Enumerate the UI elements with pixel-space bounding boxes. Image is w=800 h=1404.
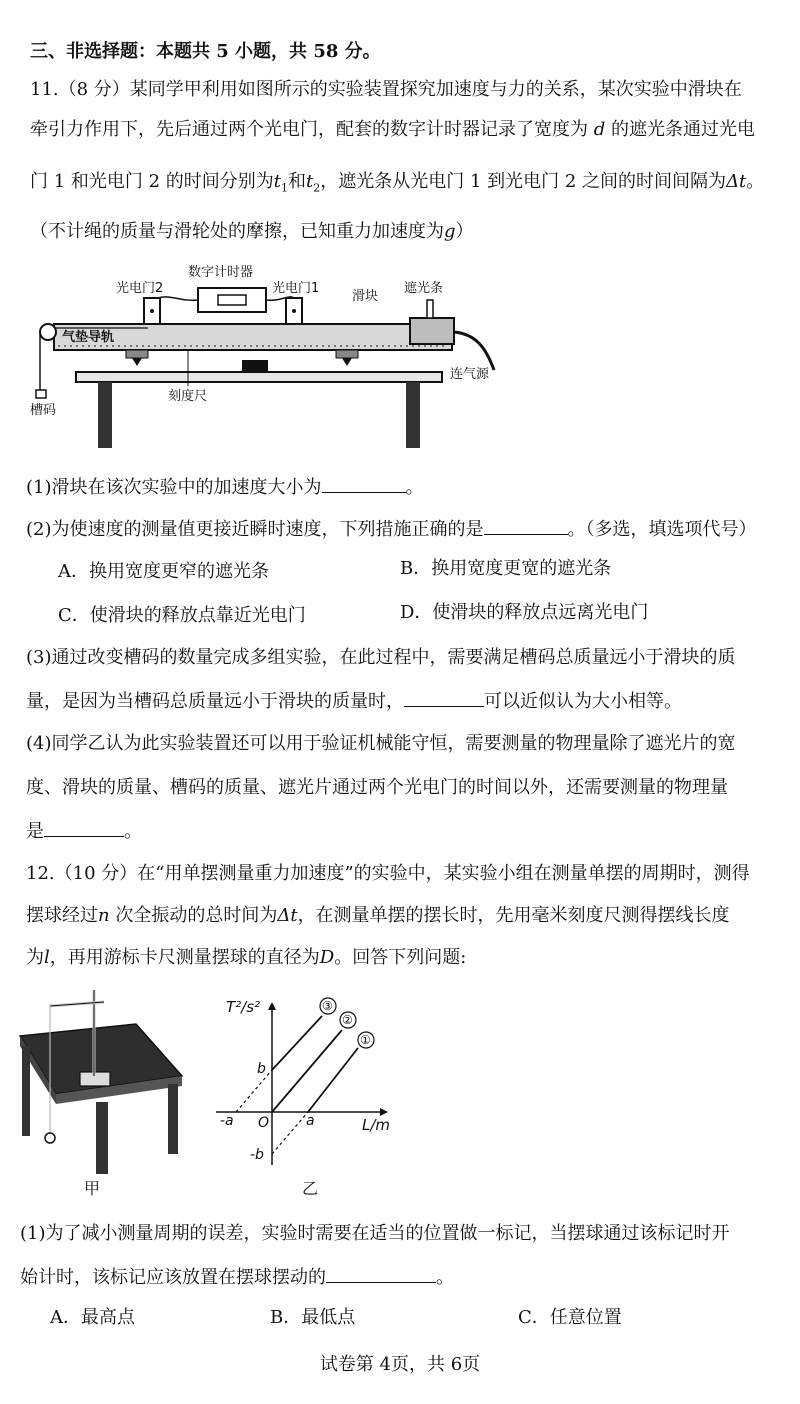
table-leg — [96, 1102, 108, 1174]
page-footer: 试卷第 4页，共 6页 — [319, 1354, 481, 1375]
q11-line4: （不计绳的质量与滑轮处的摩擦，已知重力加速度为g） — [30, 221, 474, 242]
q11-p3-line1: (3)通过改变槽码的数量完成多组实验，在此过程中，需要满足槽码总质量远小于滑块的质 — [26, 647, 736, 668]
label-timer: 数字计时器 — [188, 265, 254, 280]
line-1 — [308, 1048, 358, 1112]
label-gate2: 光电门2 — [116, 281, 164, 296]
q11-option-b: B．换用宽度更宽的遮光条 — [400, 558, 612, 579]
q11-p4-line1: (4)同学乙认为此实验装置还可以用于验证机械能守恒，需要测量的物理量除了遮光片的宽 — [26, 733, 736, 754]
section-header: 三、非选择题：本题共 5 小题，共 58 分。 — [30, 41, 381, 62]
q11-option-a: A．换用宽度更窄的遮光条 — [58, 561, 269, 582]
q12-option-c: C．任意位置 — [518, 1307, 622, 1328]
fig-yi-label: 乙 — [302, 1179, 319, 1198]
label-air: 连气源 — [450, 367, 490, 382]
shade-strip — [427, 300, 433, 318]
stand-block — [242, 360, 268, 372]
pulley — [40, 324, 56, 340]
q12-line3: 为l，再用游标卡尺测量摆球的直径为D。回答下列问题: — [26, 947, 467, 968]
q11-p4-line2: 度、滑块的质量、槽码的质量、遮光片通过两个光电门的时间以外，还需要测量的物理量 — [26, 777, 728, 798]
table-leg-right — [406, 382, 420, 448]
q11-p4-line3: 是 。 — [26, 818, 142, 844]
label-weight: 槽码 — [30, 403, 57, 418]
timer-box — [198, 288, 266, 312]
label-ruler: 刻度尺 — [168, 389, 208, 404]
graph-line1-label: ① — [360, 1033, 371, 1047]
q12-p1-line1: (1)为了减小测量周期的误差，实验时需要在适当的位置做一标记，当摆球通过该标记时开 — [20, 1223, 730, 1244]
q11-p2: (2)为使速度的测量值更接近瞬时速度，下列措施正确的是 。（多选，填选项代号） — [26, 516, 757, 542]
q12-option-a: A．最高点 — [50, 1307, 135, 1328]
graph-b: b — [257, 1061, 266, 1077]
bob — [45, 1133, 55, 1143]
graph-line3-label: ③ — [322, 999, 333, 1013]
graph-x-label: L/m — [362, 1116, 391, 1134]
q12-option-b: B．最低点 — [270, 1307, 356, 1328]
label-gate1: 光电门1 — [272, 281, 320, 296]
label-slider: 滑块 — [352, 289, 379, 304]
label-shade: 遮光条 — [404, 281, 444, 296]
line-2 — [272, 1030, 342, 1112]
pendulum-figure — [16, 984, 186, 1184]
q11-option-c: C．使滑块的释放点靠近光电门 — [58, 605, 306, 626]
q11-line2: 牵引力作用下，先后通过两个光电门，配套的数字计时器记录了宽度为 d 的遮光条通过光电 — [30, 119, 755, 140]
graph-line2-label: ② — [342, 1013, 353, 1027]
label-track: 气垫导轨 — [62, 330, 115, 345]
fig-jia-label: 甲 — [84, 1179, 101, 1198]
t2-l-graph — [210, 990, 400, 1170]
graph-y-label: T²/s² — [226, 998, 261, 1016]
slider — [410, 318, 454, 344]
graph-origin: O — [258, 1115, 270, 1131]
q12-p1-line2: 始计时，该标记应该放置在摆球摆动的 。 — [20, 1264, 454, 1290]
weight — [36, 390, 46, 398]
graph-neg-b: -b — [250, 1147, 264, 1163]
q12-line1: 12.（10 分）在“用单摆测量重力加速度”的实验中，某实验小组在测量单摆的周期时，测得 — [26, 863, 750, 884]
q11-option-d: D．使滑块的释放点远离光电门 — [400, 602, 649, 623]
q11-line3: 门 1 和光电门 2 的时间分别为$t_1$和$t_2$，遮光条从光电门 1 到光电门 2 之间的时间间隔为Δt。 — [30, 171, 765, 195]
table-leg-left — [98, 382, 112, 448]
q12-line2: 摆球经过n 次全振动的总时间为Δt，在测量单摆的摆长时，先用毫米刻度尺测得摆线长度 — [26, 905, 730, 926]
graph-neg-a: -a — [220, 1113, 234, 1129]
graph-a: a — [306, 1113, 315, 1129]
q11-p3-line2: 量，是因为当槽码总质量远小于滑块的质量时， 可以近似认为大小相等。 — [26, 688, 682, 714]
q11-p1: (1)滑块在该次实验中的加速度大小为 。 — [26, 474, 424, 500]
q11-line1: 11.（8 分）某同学甲利用如图所示的实验装置探究加速度与力的关系，某次实验中滑块在 — [30, 79, 742, 100]
table-top — [76, 372, 442, 382]
